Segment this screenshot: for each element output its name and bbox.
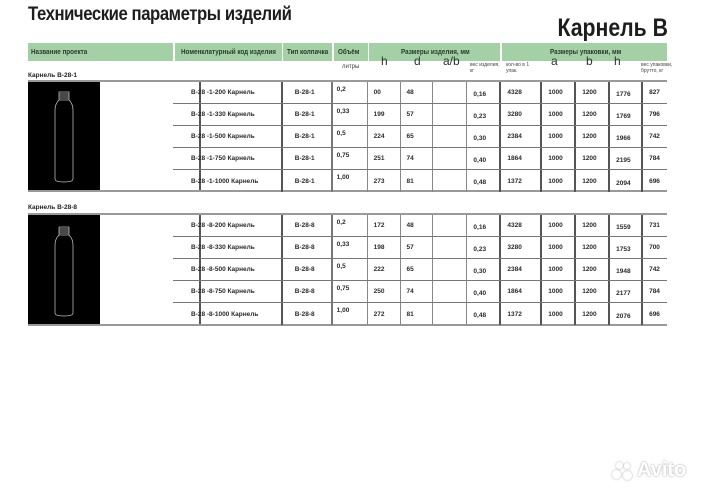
- table-row: В-28 -1-200 Карнель В-28-1 0,2 00 48 0,16 4328 1000 1200 1776 827: [173, 82, 667, 104]
- subheader-h: h: [381, 54, 388, 68]
- col-header-product-dims: Размеры изделия, мм: [369, 43, 500, 61]
- subheader-ab: a/b: [443, 54, 460, 68]
- avito-text: Avito: [637, 459, 687, 481]
- table-row: В-28 -8-750 Карнель В-28-8 0,75 250 74 0,40 1864 1000 1200 2177 784: [173, 281, 667, 303]
- table-row: В-28 -8-330 Карнель В-28-8 0,33 198 57 0,23 3280 1000 1200 1753 700: [173, 237, 667, 259]
- table-row: В-28 -1-500 Карнель В-28-1 0,5 224 65 0,30 2384 1000 1200 1966 742: [173, 126, 667, 148]
- subheader-volume-unit: литры: [342, 64, 360, 70]
- product-table-section-1: [28, 80, 667, 192]
- avito-watermark: [612, 459, 686, 482]
- subheader-pack-weight: вес упаковки, брутто, кг: [641, 62, 673, 74]
- bottle-icon: [28, 215, 100, 324]
- table-row: В-28 -1-330 Карнель В-28-1 0,33 199 57 0,23 3280 1000 1200 1769 796: [173, 104, 667, 126]
- subheader-pack-b: b: [586, 54, 593, 68]
- subheader-d: d: [414, 54, 421, 68]
- brand-title: Карнель В: [557, 14, 668, 42]
- subheader-pack-a: a: [551, 54, 558, 68]
- avito-logo-icon: [612, 461, 634, 481]
- col-header-packaging-dims: Размеры упаковки, мм: [502, 43, 667, 61]
- table-row: В-28 -1-750 Карнель В-28-1 0,75 251 74 0,40 1864 1000 1200 2195 784: [173, 148, 667, 170]
- section-label: Карнель В-28-1: [28, 72, 77, 79]
- table-row: В-28 -8-200 Карнель В-28-8 0,2 172 48 0,16 4328 1000 1200 1559 731: [173, 215, 667, 237]
- bottle-icon: [28, 82, 100, 190]
- subheader-weight: вес изделия, кг: [470, 62, 500, 74]
- page-title: Технические параметры изделий: [28, 4, 292, 25]
- bottle-image: [28, 82, 100, 190]
- table-row: В-28 -1-1000 Карнель В-28-1 1,00 273 81 0,48 1372 1000 1200 2094 696: [173, 170, 667, 192]
- section-label: Карнель В-28-8: [28, 204, 77, 211]
- table-row: В-28 -8-500 Карнель В-28-8 0,5 222 65 0,30 2384 1000 1200 1948 742: [173, 259, 667, 281]
- subheader-qty: кол-во в 1 упак.: [506, 62, 530, 74]
- product-table-section-2: [28, 213, 667, 326]
- col-header-code: Номенклатурный код изделия: [175, 43, 282, 61]
- col-header-volume: Объём: [334, 43, 368, 61]
- subheader-pack-h: h: [614, 54, 621, 68]
- col-header-cap-type: Тип колпачка: [283, 43, 332, 61]
- table-row: В-28 -8-1000 Карнель В-28-8 1,00 272 81 0,48 1372 1000 1200 2076 696: [173, 303, 667, 325]
- col-header-project-name: Название проекта: [28, 43, 173, 61]
- bottle-image: [28, 215, 100, 324]
